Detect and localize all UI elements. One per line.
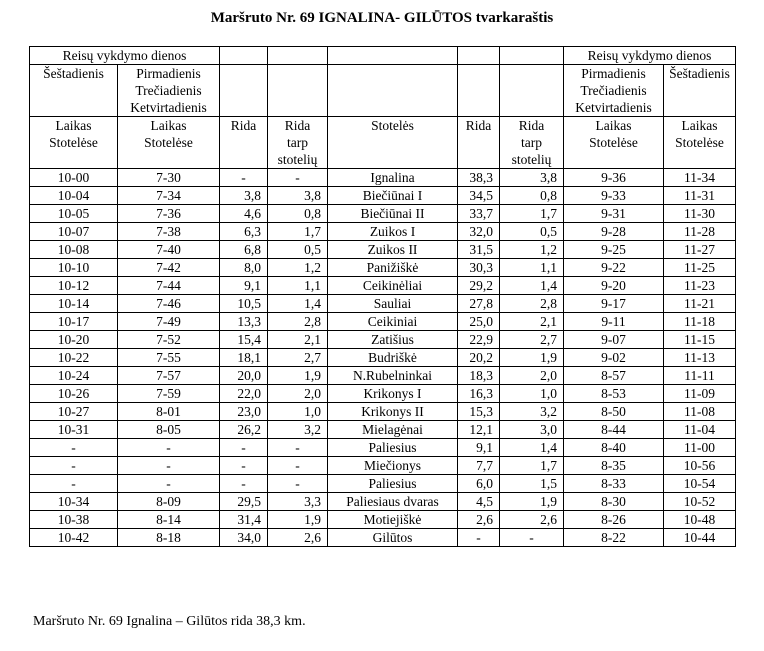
time-header-left-2: Laikas Stotelėse [118,117,220,169]
days-header-right: Reisų vykdymo dienos [564,47,736,65]
sat-time-right-cell: 11-21 [664,295,736,313]
weekday-time-left-cell: 7-57 [118,367,220,385]
between-left-cell: 1,9 [268,511,328,529]
distance-left-cell: 10,5 [220,295,268,313]
distance-left-cell: 18,1 [220,349,268,367]
sat-time-left-cell: - [30,439,118,457]
time-header-right-2: Laikas Stotelėse [664,117,736,169]
sat-time-right-cell: 11-18 [664,313,736,331]
weekday-time-right-cell: 9-17 [564,295,664,313]
table-row [30,367,736,385]
weekday-time-left-cell: 7-46 [118,295,220,313]
between-right-cell: - [500,529,564,547]
between-right-cell: 1,9 [500,349,564,367]
stop-name-cell: Zuikos II [328,241,458,259]
distance-right-cell: 38,3 [458,169,500,187]
sat-time-right-cell: 11-15 [664,331,736,349]
distance-right-cell: 32,0 [458,223,500,241]
between-left-cell: 3,3 [268,493,328,511]
table-row [30,331,736,349]
weekday-time-right-cell: 8-22 [564,529,664,547]
table-row [30,511,736,529]
between-left-cell: 2,8 [268,313,328,331]
between-left-cell: - [268,475,328,493]
sat-time-left-cell: 10-27 [30,403,118,421]
stop-name-cell: Biečiūnai I [328,187,458,205]
between-right-cell: 1,7 [500,205,564,223]
table-row [30,493,736,511]
between-right-cell: 2,0 [500,367,564,385]
stop-name-cell: Krikonys I [328,385,458,403]
sat-time-left-cell: 10-08 [30,241,118,259]
between-left-cell: 3,8 [268,187,328,205]
sat-time-left-cell: - [30,457,118,475]
between-right-cell: 1,7 [500,457,564,475]
distance-left-cell: 34,0 [220,529,268,547]
between-right-cell: 1,0 [500,385,564,403]
between-right-cell: 2,1 [500,313,564,331]
distance-left-cell: 31,4 [220,511,268,529]
distance-right-cell: 33,7 [458,205,500,223]
between-right-cell: 3,2 [500,403,564,421]
between-left-cell: 1,9 [268,367,328,385]
weekday-time-right-cell: 8-30 [564,493,664,511]
weekday-time-right-cell: 8-26 [564,511,664,529]
distance-right-cell: 25,0 [458,313,500,331]
between-left-cell: 2,7 [268,349,328,367]
time-header-left-1: Laikas Stotelėse [30,117,118,169]
weekday-time-left-cell: 8-14 [118,511,220,529]
between-header-right: Rida tarp stotelių [500,117,564,169]
distance-right-cell: 18,3 [458,367,500,385]
weekday-time-left-cell: 7-49 [118,313,220,331]
distance-right-cell: 34,5 [458,187,500,205]
header-rows [30,47,736,169]
between-left-cell: 2,0 [268,385,328,403]
weekday-time-right-cell: 8-35 [564,457,664,475]
sat-time-left-cell: 10-14 [30,295,118,313]
sat-time-left-cell: 10-38 [30,511,118,529]
distance-left-cell: 8,0 [220,259,268,277]
between-left-cell: 0,5 [268,241,328,259]
distance-right-cell: 9,1 [458,439,500,457]
header-row-days [30,47,736,65]
saturday-header-left: Šeštadienis [30,65,118,117]
sat-time-right-cell: 11-13 [664,349,736,367]
sat-time-left-cell: 10-05 [30,205,118,223]
stop-name-cell: Paliesius [328,439,458,457]
sat-time-right-cell: 10-48 [664,511,736,529]
distance-left-cell: - [220,169,268,187]
between-header-left: Rida tarp stotelių [268,117,328,169]
between-right-cell: 1,9 [500,493,564,511]
between-right-cell: 1,5 [500,475,564,493]
weekdays-header-left: Pirmadienis Trečiadienis Ketvirtadienis [118,65,220,117]
table-row [30,277,736,295]
sat-time-left-cell: 10-12 [30,277,118,295]
stop-name-cell: Paliesius [328,475,458,493]
sat-time-left-cell: 10-42 [30,529,118,547]
stop-name-cell: Ignalina [328,169,458,187]
weekday-time-left-cell: 8-05 [118,421,220,439]
table-row [30,385,736,403]
stop-name-cell: Paliesiaus dvaras [328,493,458,511]
sat-time-right-cell: 11-11 [664,367,736,385]
sat-time-left-cell: 10-00 [30,169,118,187]
sat-time-left-cell: 10-24 [30,367,118,385]
distance-left-cell: 15,4 [220,331,268,349]
between-left-cell: 1,0 [268,403,328,421]
days-header-left: Reisų vykdymo dienos [30,47,220,65]
between-left-cell: 1,1 [268,277,328,295]
distance-right-cell: 7,7 [458,457,500,475]
between-left-cell: 2,1 [268,331,328,349]
weekday-time-right-cell: 8-33 [564,475,664,493]
sat-time-left-cell: 10-04 [30,187,118,205]
table-row [30,313,736,331]
schedule-body [30,169,736,547]
weekday-time-right-cell: 9-31 [564,205,664,223]
sat-time-right-cell: 11-31 [664,187,736,205]
weekday-time-left-cell: - [118,475,220,493]
distance-left-cell: 23,0 [220,403,268,421]
distance-right-cell: - [458,529,500,547]
distance-left-cell: 29,5 [220,493,268,511]
between-right-cell: 2,6 [500,511,564,529]
sat-time-right-cell: 11-08 [664,403,736,421]
time-header-right-1: Laikas Stotelėse [564,117,664,169]
sat-time-left-cell: 10-17 [30,313,118,331]
page-title: Maršruto Nr. 69 IGNALINA- GILŪTOS tvarkaraštis [210,10,554,26]
sat-time-right-cell: 10-44 [664,529,736,547]
between-left-cell: 3,2 [268,421,328,439]
between-right-cell: 2,8 [500,295,564,313]
stop-name-cell: Gilūtos [328,529,458,547]
distance-header-right: Rida [458,117,500,169]
between-right-cell: 0,5 [500,223,564,241]
sat-time-left-cell: 10-22 [30,349,118,367]
table-row [30,421,736,439]
weekday-time-left-cell: 7-42 [118,259,220,277]
distance-left-cell: - [220,475,268,493]
stop-name-cell: Krikonys II [328,403,458,421]
distance-left-cell: 13,3 [220,313,268,331]
distance-header-left: Rida [220,117,268,169]
stop-name-cell: Zuikos I [328,223,458,241]
distance-right-cell: 4,5 [458,493,500,511]
between-left-cell: 1,7 [268,223,328,241]
weekday-time-right-cell: 8-44 [564,421,664,439]
table-row [30,529,736,547]
distance-right-cell: 15,3 [458,403,500,421]
weekday-time-right-cell: 8-57 [564,367,664,385]
between-right-cell: 3,8 [500,169,564,187]
distance-right-cell: 12,1 [458,421,500,439]
weekday-time-right-cell: 9-36 [564,169,664,187]
distance-left-cell: 20,0 [220,367,268,385]
distance-right-cell: 31,5 [458,241,500,259]
sat-time-right-cell: 11-00 [664,439,736,457]
stop-name-cell: Panižiškė [328,259,458,277]
weekday-time-right-cell: 9-33 [564,187,664,205]
stop-name-cell: N.Rubelninkai [328,367,458,385]
weekday-time-right-cell: 8-40 [564,439,664,457]
sat-time-left-cell: - [30,475,118,493]
distance-left-cell: 6,3 [220,223,268,241]
distance-right-cell: 20,2 [458,349,500,367]
weekday-time-right-cell: 9-02 [564,349,664,367]
sat-time-right-cell: 11-09 [664,385,736,403]
weekday-time-right-cell: 8-53 [564,385,664,403]
header-row-columns [30,117,736,169]
table-row [30,223,736,241]
weekday-time-right-cell: 9-20 [564,277,664,295]
between-left-cell: 1,4 [268,295,328,313]
between-right-cell: 1,1 [500,259,564,277]
stop-name-cell: Zatišius [328,331,458,349]
between-right-cell: 3,0 [500,421,564,439]
between-left-cell: 1,2 [268,259,328,277]
stop-name-cell: Biečiūnai II [328,205,458,223]
weekday-time-right-cell: 9-25 [564,241,664,259]
table-row [30,241,736,259]
weekday-time-left-cell: 7-55 [118,349,220,367]
weekday-time-left-cell: 7-44 [118,277,220,295]
weekday-time-left-cell: 8-09 [118,493,220,511]
weekday-time-left-cell: 7-40 [118,241,220,259]
sat-time-left-cell: 10-31 [30,421,118,439]
stop-name-cell: Budriškė [328,349,458,367]
table-row [30,205,736,223]
between-left-cell: - [268,457,328,475]
stop-name-cell: Miečionys [328,457,458,475]
between-right-cell: 0,8 [500,187,564,205]
sat-time-right-cell: 11-27 [664,241,736,259]
table-row [30,187,736,205]
table-row [30,403,736,421]
weekday-time-left-cell: 7-38 [118,223,220,241]
header-row-weekdays [30,65,736,117]
between-left-cell: 2,6 [268,529,328,547]
distance-left-cell: 9,1 [220,277,268,295]
sat-time-right-cell: 10-54 [664,475,736,493]
sat-time-right-cell: 11-25 [664,259,736,277]
sat-time-right-cell: 11-30 [664,205,736,223]
distance-right-cell: 16,3 [458,385,500,403]
weekday-time-left-cell: 7-30 [118,169,220,187]
sat-time-right-cell: 10-56 [664,457,736,475]
weekday-time-left-cell: 7-52 [118,331,220,349]
sat-time-right-cell: 10-52 [664,493,736,511]
distance-right-cell: 29,2 [458,277,500,295]
sat-time-left-cell: 10-20 [30,331,118,349]
weekday-time-left-cell: - [118,457,220,475]
between-right-cell: 1,2 [500,241,564,259]
sat-time-right-cell: 11-23 [664,277,736,295]
distance-left-cell: 26,2 [220,421,268,439]
weekday-time-right-cell: 9-11 [564,313,664,331]
distance-left-cell: 4,6 [220,205,268,223]
weekday-time-right-cell: 8-50 [564,403,664,421]
stop-name-cell: Mielagėnai [328,421,458,439]
sat-time-right-cell: 11-04 [664,421,736,439]
table-row [30,295,736,313]
between-left-cell: 0,8 [268,205,328,223]
table-row [30,457,736,475]
sat-time-left-cell: 10-34 [30,493,118,511]
distance-right-cell: 30,3 [458,259,500,277]
distance-left-cell: 22,0 [220,385,268,403]
weekday-time-left-cell: 8-18 [118,529,220,547]
distance-left-cell: - [220,457,268,475]
sat-time-left-cell: 10-10 [30,259,118,277]
distance-right-cell: 27,8 [458,295,500,313]
between-right-cell: 2,7 [500,331,564,349]
distance-right-cell: 6,0 [458,475,500,493]
between-right-cell: 1,4 [500,439,564,457]
sat-time-right-cell: 11-28 [664,223,736,241]
distance-right-cell: 2,6 [458,511,500,529]
weekday-time-left-cell: 7-36 [118,205,220,223]
between-left-cell: - [268,439,328,457]
between-right-cell: 1,4 [500,277,564,295]
table-row [30,475,736,493]
distance-left-cell: - [220,439,268,457]
table-row [30,439,736,457]
distance-left-cell: 3,8 [220,187,268,205]
weekday-time-left-cell: 7-59 [118,385,220,403]
table-row [30,169,736,187]
stop-name-cell: Motiejiškė [328,511,458,529]
weekdays-header-right: Pirmadienis Trečiadienis Ketvirtadienis [564,65,664,117]
weekday-time-right-cell: 9-28 [564,223,664,241]
distance-right-cell: 22,9 [458,331,500,349]
weekday-time-left-cell: 8-01 [118,403,220,421]
stops-header: Stotelės [328,117,458,169]
sat-time-left-cell: 10-26 [30,385,118,403]
saturday-header-right: Šeštadienis [664,65,736,117]
table-row [30,349,736,367]
stop-name-cell: Ceikiniai [328,313,458,331]
weekday-time-left-cell: - [118,439,220,457]
distance-left-cell: 6,8 [220,241,268,259]
weekday-time-right-cell: 9-07 [564,331,664,349]
table-row [30,259,736,277]
sat-time-right-cell: 11-34 [664,169,736,187]
route-distance-note: Maršruto Nr. 69 Ignalina – Gilūtos rida 38,3 km. [33,614,306,629]
stop-name-cell: Sauliai [328,295,458,313]
sat-time-left-cell: 10-07 [30,223,118,241]
stop-name-cell: Ceikinėliai [328,277,458,295]
weekday-time-left-cell: 7-34 [118,187,220,205]
between-left-cell: - [268,169,328,187]
schedule-table [29,46,736,547]
weekday-time-right-cell: 9-22 [564,259,664,277]
